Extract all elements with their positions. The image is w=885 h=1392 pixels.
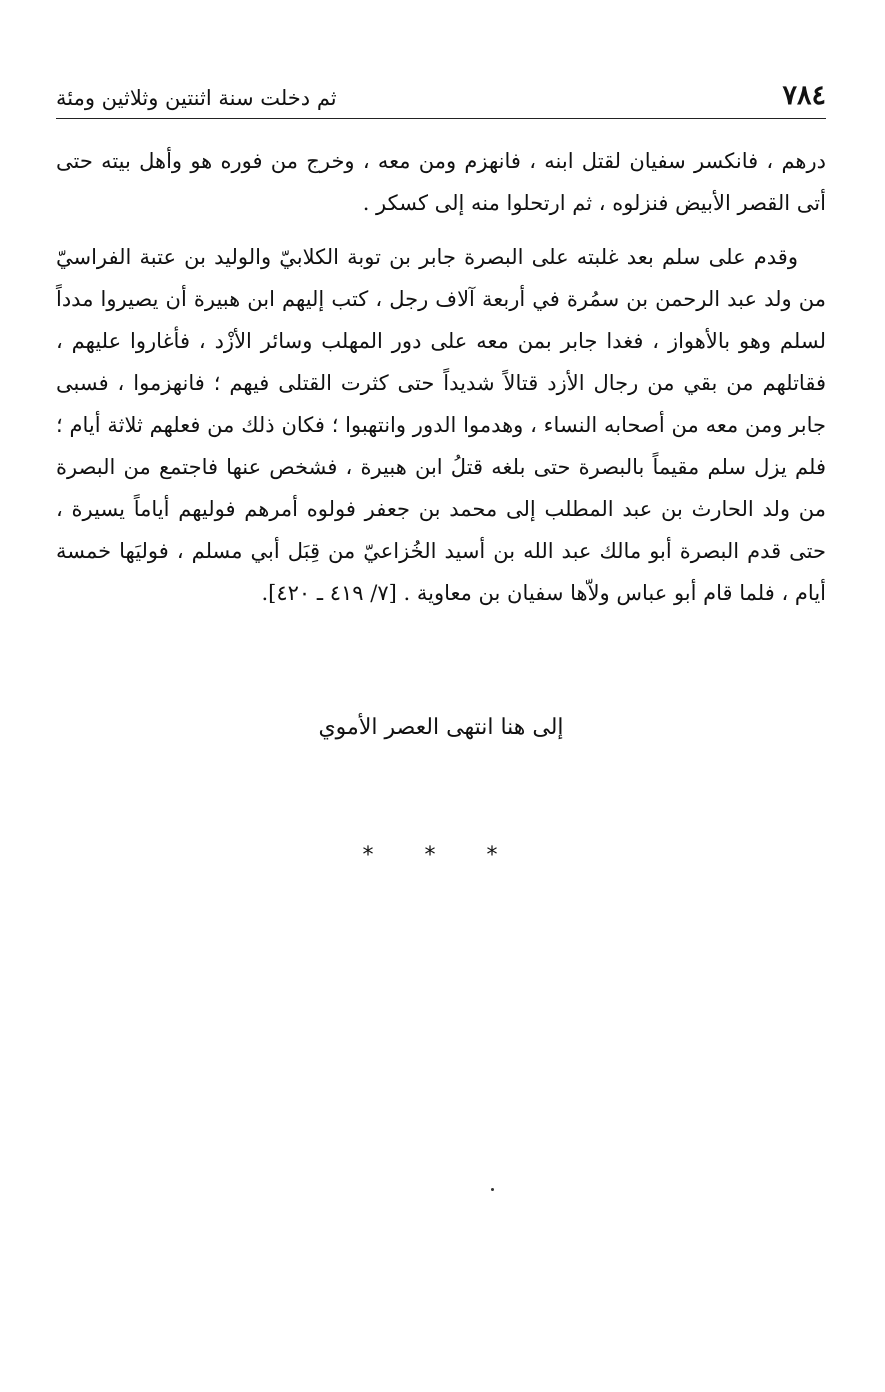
- body-text: [56, 140, 826, 614]
- paragraph-1: درهم ، فانكسر سفيان لقتل ابنه ، فانهزم ومن معه ، وخرج من فوره هو وأهل بيته حتى أتى القصر الأبيض فنزلوه ، ثم ارتحلوا منه إلى كسكر .: [56, 149, 826, 215]
- asterisk-separator: * * *: [362, 843, 520, 868]
- page-number: ٧٨٤: [782, 80, 826, 111]
- print-speck: [491, 1188, 494, 1191]
- header-rule: [56, 118, 826, 119]
- running-title: ثم دخلت سنة اثنتين وثلاثين ومئة: [56, 86, 337, 110]
- running-header: [56, 74, 826, 114]
- closing-line: إلى هنا انتهى العصر الأموي: [318, 715, 564, 740]
- paragraph-2: وقدم على سلم بعد غلبته على البصرة جابر بن توبة الكلابيّ والوليد بن عتبة الفراسيّ من ولد عبد الرحمن بن سمُرة في أربعة آلاف رجل ، كتب إليهم ابن هبيرة أن يصيروا مدداً لسلم وهو بالأهواز ، فغدا جابر بمن معه على دور المهلب وسائر الأزْد ، فأغاروا عليهم ، فقاتلهم من بقي من رجال الأزد قتالاً شديداً حتى كثرت القتلى فيهم ؛ فانهزموا ، فسبى جابر ومن معه من أصحابه النساء ، وهدموا الدور وانتهبوا ؛ فكان ذلك من فعلهم ثلاثة أيام ؛ فلم يزل سلم مقيماً بالبصرة حتى بلغه قتلُ ابن هبيرة ، فشخص عنها فاجتمع من البصرة من ولد الحارث بن عبد المطلب إلى محمد بن جعفر فولوه أمرهم فوليهم أياماً يسيرة ، حتى قدم البصرة أبو مالك عبد الله بن أسيد الخُزاعيّ من قِبَل أبي مسلم ، فوليَها خمسة أيام ، فلما قام أبو عباس ولاّها سفيان بن معاوية . [٧/ ٤١٩ ـ ٤٢٠].: [56, 245, 826, 605]
